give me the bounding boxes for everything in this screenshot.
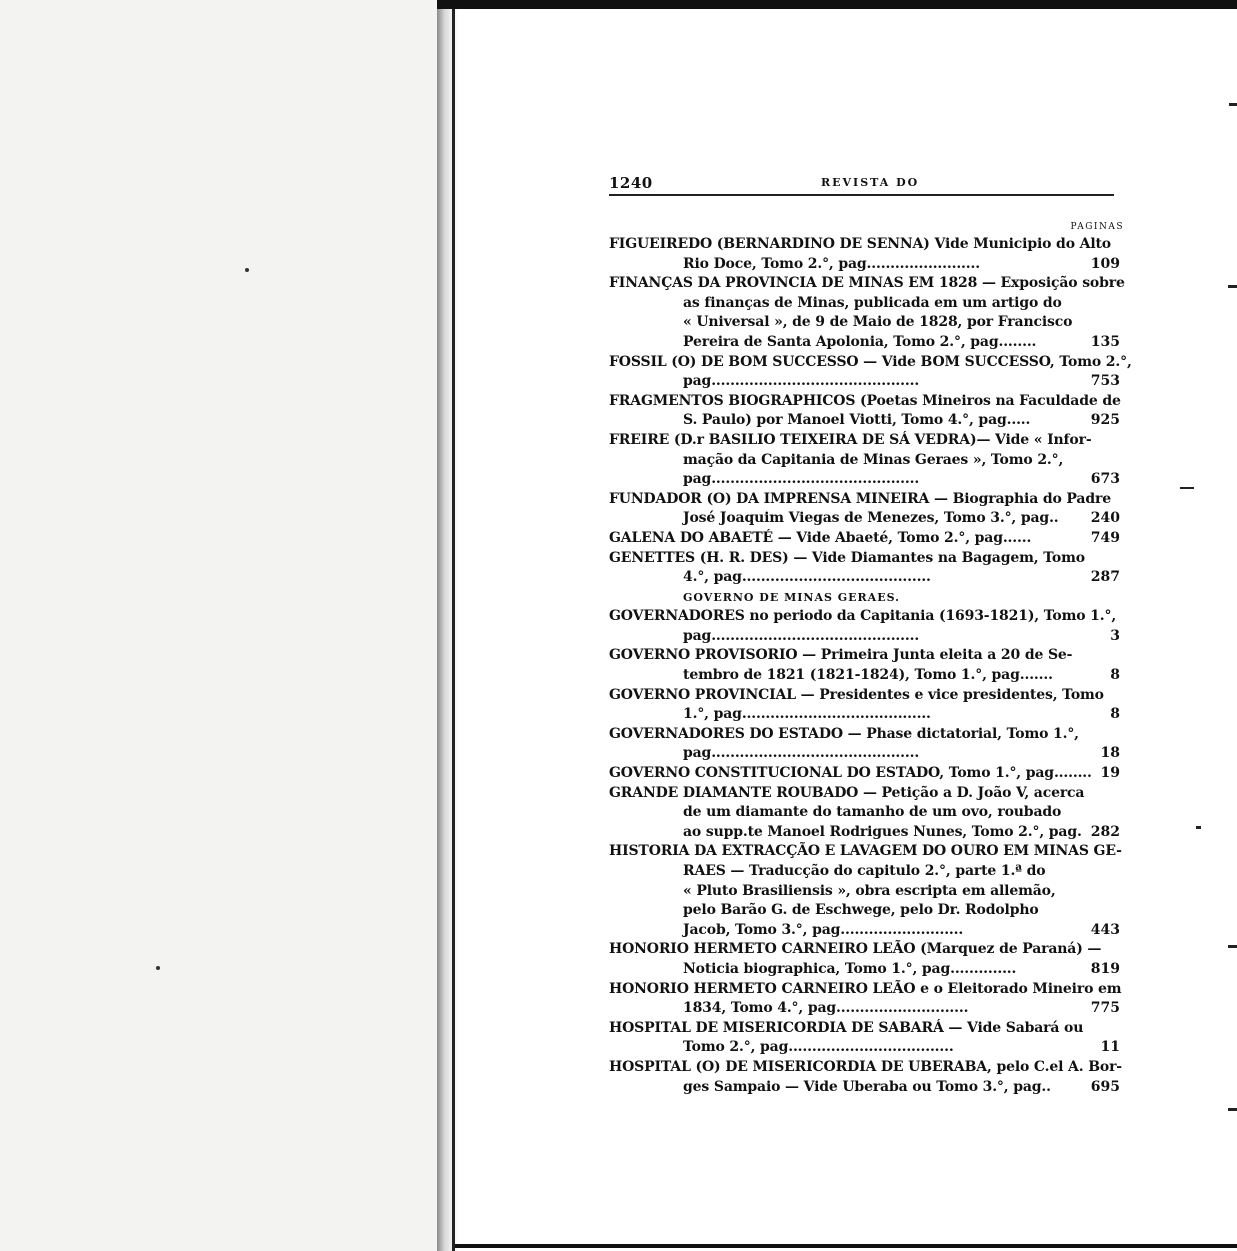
scan-top-edge [437, 0, 1237, 9]
index-entry-page-number: 925 [1090, 412, 1120, 429]
index-entry-page-number: 19 [1100, 765, 1120, 782]
index-entry [609, 235, 1124, 274]
index-entry-page-number: 109 [1090, 255, 1120, 272]
scan-bottom-edge [455, 1244, 1237, 1248]
index-entry-continuation: pag............................................ [683, 373, 920, 390]
index-entry-continuation: de um diamante do tamanho de um ovo, roubado [683, 804, 1062, 821]
index-entry-continuation: « Universal », de 9 de Maio de 1828, por Francisco [683, 314, 1073, 331]
scan-edge-mark [1228, 1108, 1237, 1111]
index-entry-heading: FREIRE (D.r BASILIO TEIXEIRA DE SÁ VEDRA)— Vide « Infor- [609, 431, 1092, 448]
index-entry-continuation: tembro de 1821 (1821-1824), Tomo 1.°, pag....... [683, 667, 1053, 684]
index-entry-continuation: pelo Barão G. de Eschwege, pelo Dr. Rodolpho [683, 902, 1039, 919]
index-entry-continuation: pag............................................ [683, 627, 920, 644]
index-entry-continuation: Jacob, Tomo 3.°, pag.......................... [683, 921, 964, 938]
book-spine-shadow [437, 8, 459, 1251]
index-entry [609, 549, 1124, 588]
index-entry-page-number: 3 [1110, 627, 1120, 644]
index-entry-page-number: 819 [1090, 960, 1120, 977]
index-entry-continuation: ges Sampaio — Vide Uberaba ou Tomo 3.°, pag.. [683, 1078, 1051, 1095]
scan-edge-mark [1229, 103, 1237, 106]
index-entry-heading: FUNDADOR (O) DA IMPRENSA MINEIRA — Biographia do Padre [609, 490, 1111, 507]
scan-edge-mark [1196, 826, 1201, 829]
index-entry-heading: GOVERNO PROVISORIO — Primeira Junta eleita a 20 de Se- [609, 647, 1073, 664]
header-rule [609, 194, 1114, 196]
index-entry-continuation: RAES — Traducção do capitulo 2.°, parte 1.ª do [683, 863, 1046, 879]
index-entry-continuation: Tomo 2.°, pag................................... [683, 1039, 954, 1056]
index-entry [609, 686, 1124, 725]
index-entry-heading: FINANÇAS DA PROVINCIA DE MINAS EM 1828 — Exposição sobre [609, 275, 1125, 292]
index-entry [609, 431, 1124, 490]
index-entry-heading: HONORIO HERMETO CARNEIRO LEÃO e o Eleitorado Mineiro em [609, 980, 1122, 997]
page-number: 1240 [609, 174, 653, 192]
index-entry-heading: GENETTES (H. R. DES) — Vide Diamantes na Bagagem, Tomo [609, 549, 1085, 566]
index-entry [609, 940, 1124, 979]
index-entry [609, 842, 1124, 940]
index-entry-page-number: 695 [1090, 1078, 1120, 1095]
index-entry-page-number: 282 [1090, 823, 1120, 840]
index-entry-continuation: mação da Capitania de Minas Geraes », Tomo 2.°, [683, 451, 1064, 468]
page-header-title: REVISTA DO [821, 176, 920, 189]
index-entry [609, 1058, 1124, 1097]
index-list [609, 235, 1132, 1097]
index-entry-continuation: 1834, Tomo 4.°, pag............................ [683, 1000, 969, 1017]
scan-edge-mark [1228, 945, 1237, 948]
index-subheading: GOVERNO DE MINAS GERAES. [683, 590, 900, 604]
index-entry-continuation: 4.°, pag........................................ [683, 569, 931, 586]
index-entry-continuation: « Pluto Brasiliensis », obra escripta em allemão, [683, 882, 1056, 899]
index-entry-heading: FRAGMENTOS BIOGRAPHICOS (Poetas Mineiros na Faculdade de [609, 392, 1121, 409]
index-entry-page-number: 749 [1090, 529, 1120, 546]
index-entry-heading: FOSSIL (O) DE BOM SUCCESSO — Vide BOM SUCCESSO, Tomo 2.°, [609, 353, 1132, 370]
index-entry-page-number: 443 [1090, 921, 1120, 938]
scan-edge-mark [1180, 487, 1194, 489]
index-entry-page-number: 240 [1090, 510, 1120, 527]
index-entry-heading: GOVERNADORES DO ESTADO — Phase dictatorial, Tomo 1.°, [609, 725, 1079, 742]
book-spine-line [452, 0, 455, 1251]
scan-speck [245, 268, 249, 272]
index-entry-heading: HOSPITAL DE MISERICORDIA DE SABARÁ — Vide Sabará ou [609, 1019, 1084, 1036]
running-head [609, 170, 1124, 194]
index-entry [609, 274, 1124, 352]
scan-edge-mark [1228, 285, 1237, 288]
index-entry-continuation: S. Paulo) por Manoel Viotti, Tomo 4.°, pag..... [683, 412, 1031, 429]
pages-column-heading: PAGINAS [1070, 222, 1124, 232]
index-entry-heading: FIGUEIREDO (BERNARDINO DE SENNA) Vide Municipio do Alto [609, 236, 1111, 252]
index-entry-continuation: as finanças de Minas, publicada em um artigo do [683, 294, 1062, 311]
index-entry [609, 646, 1124, 685]
index-entry-heading: HISTORIA DA EXTRACÇÃO E LAVAGEM DO OURO EM MINAS GE- [609, 843, 1122, 860]
index-entry-heading: GOVERNADORES no periodo da Capitania (1693-1821), Tomo 1.°, [609, 608, 1117, 625]
index-entry-heading: GOVERNO PROVINCIAL — Presidentes e vice presidentes, Tomo [609, 686, 1104, 703]
index-entry-page-number: 135 [1090, 333, 1120, 350]
index-entry-continuation: Noticia biographica, Tomo 1.°, pag.............. [683, 960, 1017, 977]
index-entry [609, 392, 1124, 431]
index-entry [609, 607, 1124, 646]
index-entry [609, 725, 1124, 764]
index-entry-heading: GRANDE DIAMANTE ROUBADO — Petição a D. João V, acerca [609, 784, 1085, 801]
index-entry-continuation: pag............................................ [683, 471, 920, 488]
index-entry-page-number: 18 [1100, 745, 1120, 762]
index-entry [609, 490, 1124, 529]
index-entry-heading: GALENA DO ABAETÉ — Vide Abaeté, Tomo 2.°, pag...... [609, 529, 1032, 546]
index-entry [609, 1019, 1124, 1058]
index-entry-heading: HONORIO HERMETO CARNEIRO LEÃO (Marquez de Paraná) — [609, 941, 1102, 958]
scan-speck [156, 966, 160, 970]
index-entry-page-number: 775 [1090, 1000, 1120, 1017]
index-entry [609, 353, 1132, 392]
index-entry [609, 980, 1124, 1019]
index-entry-continuation: 1.°, pag........................................ [683, 706, 931, 723]
index-entry-continuation: ao supp.te Manoel Rodrigues Nunes, Tomo 2.°, pag. [683, 823, 1082, 840]
index-entry [609, 764, 1124, 784]
index-entry-continuation: José Joaquim Viegas de Menezes, Tomo 3.°, pag.. [683, 510, 1059, 527]
book-page [609, 170, 1132, 1097]
index-entry-heading: HOSPITAL (O) DE MISERICORDIA DE UBERABA, pelo C.el A. Bor- [609, 1058, 1122, 1075]
index-entry [609, 784, 1124, 843]
index-entry-page-number: 753 [1090, 373, 1120, 390]
index-entry-page-number: 8 [1110, 667, 1120, 684]
index-entry-continuation: Pereira de Santa Apolonia, Tomo 2.°, pag........ [683, 333, 1037, 350]
index-entry-heading: GOVERNO CONSTITUCIONAL DO ESTADO, Tomo 1.°, pag........ [609, 765, 1092, 782]
index-entry-page-number: 673 [1090, 471, 1120, 488]
scan-left-margin [0, 0, 437, 1251]
index-entry-continuation: Rio Doce, Tomo 2.°, pag........................ [683, 255, 980, 272]
index-entry-page-number: 11 [1100, 1039, 1120, 1056]
index-entry [609, 529, 1124, 549]
index-entry-continuation: pag............................................ [683, 745, 920, 762]
index-entry-page-number: 8 [1110, 706, 1120, 723]
index-entry-page-number: 287 [1090, 569, 1120, 586]
